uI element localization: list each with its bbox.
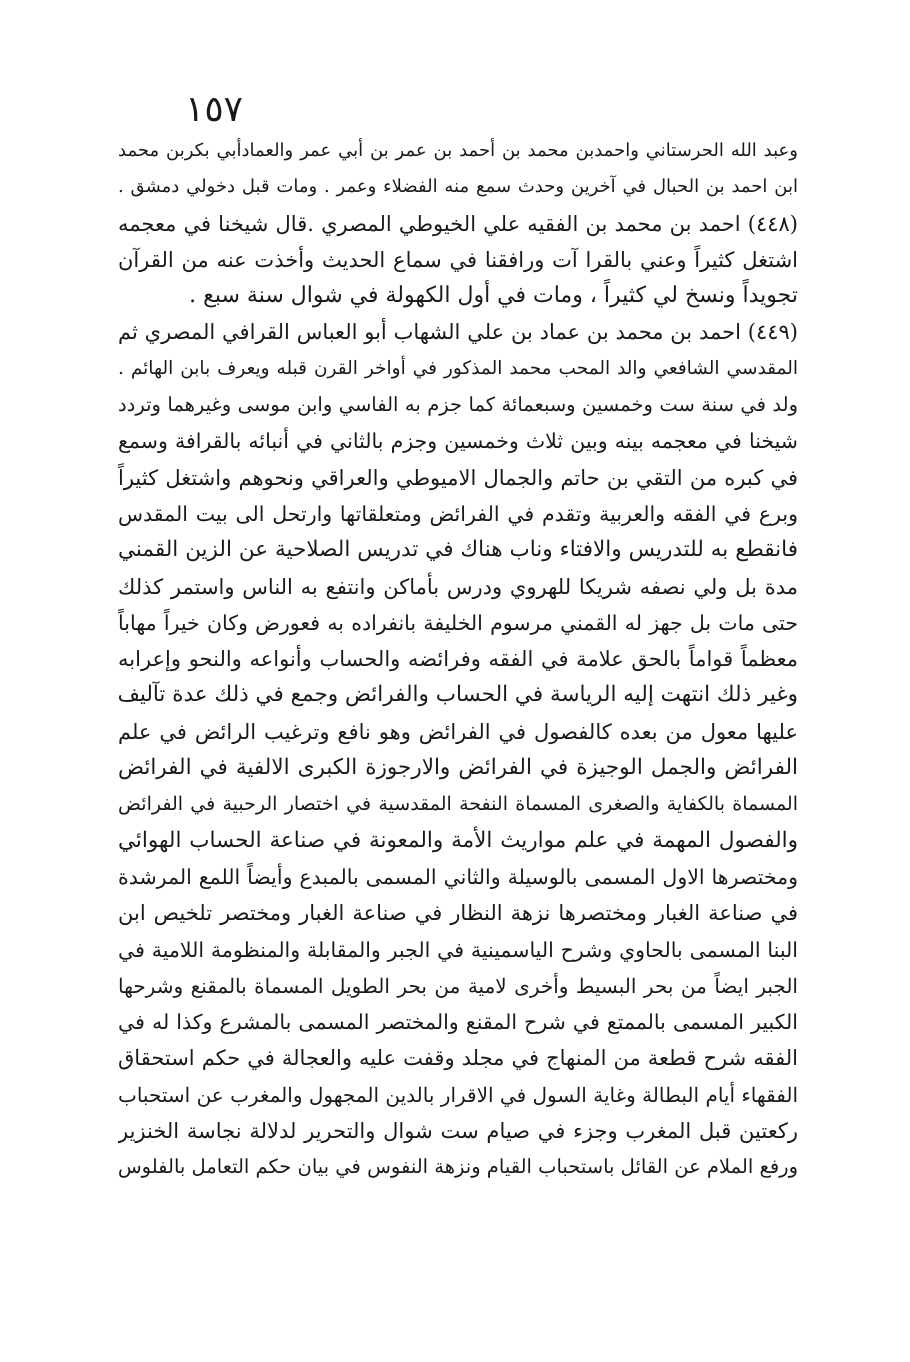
text-line: وعبد الله الحرستاني واحمدبن محمد بن أحمد بن عمر بن أبي عمر والعمادأبي بكربن محمد [118,140,798,161]
text-line: الجبر ايضاً من بحر البسيط وأخرى لامية من بحر الطويل المسماة بالمقنع وشرحها [118,973,798,998]
body-text [118,133,798,1186]
text-line: البنا المسمى بالحاوي وشرح الياسمينية في الجبر والمقابلة والمنظومة اللامية في [118,937,798,962]
text-line: في كبره من التقي بن حاتم والجمال الاميوطي والعراقي ونحوهم واشتغل كثيراً [118,465,798,490]
text-line: فانقطع به للتدريس والافتاء وناب هناك في تدريس الصلاحية عن الزين القمني [118,537,798,563]
text-line: الكبير المسمى بالممتع في شرح المقنع والمختصر المسمى بالمشرع وكذا له في [118,1010,798,1035]
text-line: عليها معول من بعده كالفصول في الفرائض وهو نافع وترغيب الرائض في علم [118,719,798,744]
text-line: الفقهاء أيام البطالة وغاية السول في الاقرار بالدين المجهول والمغرب عن استحباب [118,1082,798,1107]
text-line: معظماً قواماً بالحق علامة في الفقه وفرائضه والحساب وأنواعه والنحو وإعرابه [118,647,798,672]
text-line: شيخنا في معجمه بينه وبين ثلاث وخمسين وجزم بالثاني في أنبائه بالقرافة وسمع [118,429,798,454]
text-line: المسماة بالكفاية والصغرى المسماة النفحة المقدسية في اختصار الرحبية في الفرائض [118,793,798,816]
text-line: تجويداً ونسخ لي كثيراً ، ومات في أول الكهولة في شوال سنة سبع . [189,283,798,309]
text-line: ركعتين قبل المغرب وجزء في صيام ست شوال والتحرير لدلالة نجاسة الخنزير [118,1119,798,1144]
text-line: (٤٤٨) احمد بن محمد بن الفقيه علي الخيوطي المصري .قال شيخنا في معجمه [118,211,798,236]
text-line: حتى مات بل جهز له القمني مرسوم الخليفة بانفراده به فعورض وكان خيراً مهاباً [118,610,798,635]
text-line: الفقه شرح قطعة من المنهاج في مجلد وقفت عليه والعجالة في حكم استحقاق [118,1046,798,1071]
page-number: ١٥٧ [185,89,244,130]
text-line: والفصول المهمة في علم مواريث الأمة والمعونة في صناعة الحساب الهوائي [118,827,798,853]
text-line: وغير ذلك انتهت إليه الرياسة في الحساب والفرائض وجمع في ذلك عدة تآليف [118,682,798,708]
text-line: وبرع في الفقه والعربية وتقدم في الفرائض ومتعلقاتها وارتحل الى بيت المقدس [118,501,798,526]
text-line: ومختصرها الاول المسمى بالوسيلة والثاني المسمى بالمبدع وأيضاً اللمع المرشدة [118,864,798,889]
text-line: المقدسي الشافعي والد المحب محمد المذكور في أواخر القرن قبله ويعرف بابن الهائم . [118,357,798,379]
text-line: اشتغل كثيراً وعني بالقرا آت ورافقنا في سماع الحديث وأخذت عنه من القرآن [118,247,798,272]
text-line: الفرائض والجمل الوجيزة في الفرائض والارجوزة الكبرى الالفية في الفرائض [118,755,798,781]
text-line: (٤٤٩) احمد بن محمد بن عماد بن علي الشهاب أبو العباس القرافي المصري ثم [118,320,798,345]
text-line: ولد في سنة ست وخمسين وسبعمائة كما جزم به الفاسي وابن موسى وغيرهما وتردد [118,393,798,417]
text-line: ورفع الملام عن القائل باستحباب القيام ونزهة النفوس في بيان حكم التعامل بالفلوس [118,1155,798,1179]
text-line: مدة بل ولي نصفه شريكا للهروي ودرس بأماكن وانتفع به الناس واستمر كذلك [118,574,798,599]
text-line: في صناعة الغبار ومختصرها نزهة النظار في صناعة الغبار ومختصر تلخيص ابن [118,901,798,926]
text-line: ابن احمد بن الحبال في آخرين وحدث سمع منه الفضلاء وعمر . ومات قبل دخولي دمشق . [118,176,798,198]
